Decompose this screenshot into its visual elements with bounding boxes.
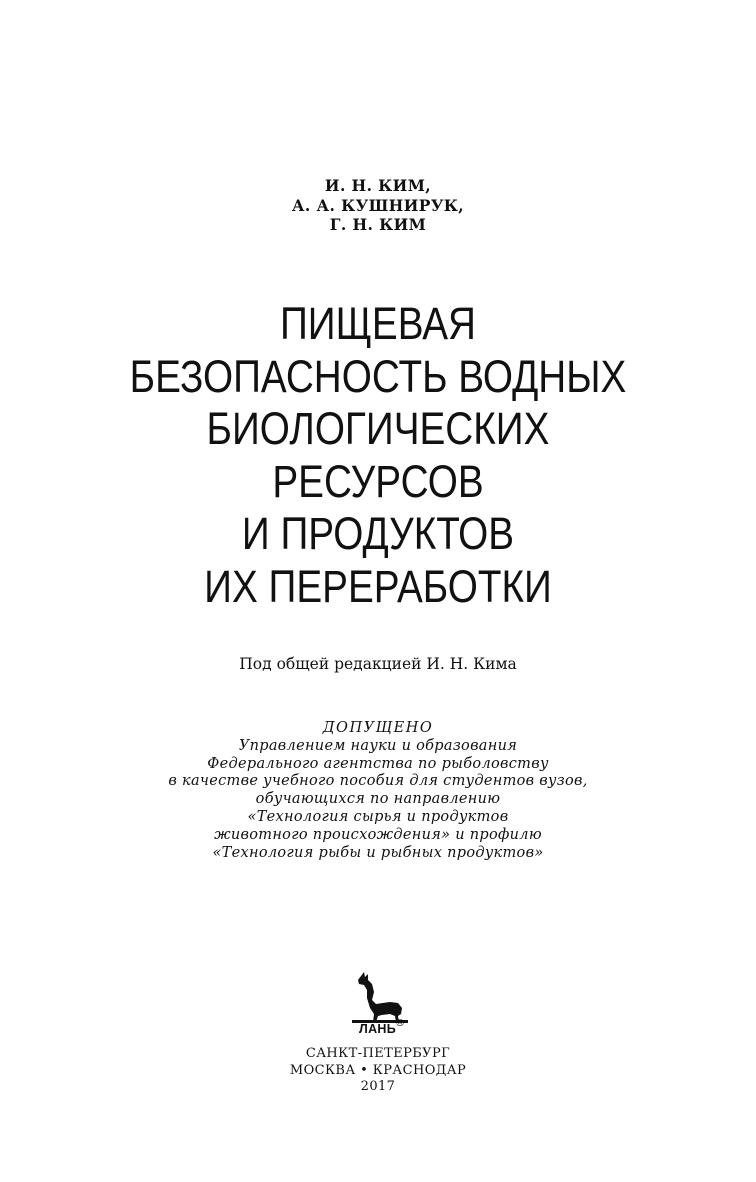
imprint-city: САНКТ-ПЕТЕРБУРГ [305, 1046, 451, 1061]
title-line-2: БЕЗОПАСНОСТЬ ВОДНЫХ [129, 350, 627, 402]
title-line-4: РЕСУРСОВ [272, 455, 484, 507]
imprint-block [0, 1046, 756, 1096]
title-line-6: ИХ ПЕРЕРАБОТКИ [204, 560, 552, 612]
title-line-3: БИОЛОГИЧЕСКИХ [206, 403, 550, 454]
imprint-year: 2017 [360, 1079, 396, 1094]
approval-heading: ДОПУЩЕНО [322, 720, 434, 736]
approval-line-6: «Технология сырья и продуктов [247, 808, 509, 825]
author-1: И. Н. КИМ, [324, 176, 432, 195]
book-title [53, 298, 703, 613]
publisher-logo-text: ЛАНЬ [359, 1022, 397, 1036]
author-3: Г. Н. КИМ [329, 215, 427, 234]
approval-block [0, 720, 756, 862]
author-2: А. А. КУШНИРУК, [291, 195, 465, 215]
approval-line-5: обучающихся по направлению [255, 791, 501, 808]
approval-line-8: «Технология рыбы и рыбных продуктов» [212, 844, 544, 861]
editor-line: Под общей редакцией И. Н. Кима [239, 655, 517, 673]
title-line-1: ПИЩЕВАЯ [279, 298, 477, 349]
approval-line-4: в качестве учебного пособия для студентов вузов, [168, 773, 588, 790]
approval-line-7: животного происхождения» и профилю [214, 826, 542, 843]
title-line-5: И ПРОДУКТОВ [241, 508, 515, 559]
imprint-cities: МОСКВА • КРАСНОДАР [289, 1062, 467, 1078]
approval-line-3: Федерального агентства по рыболовству [207, 755, 549, 772]
registered-mark: ® [395, 1018, 405, 1029]
authors-block [0, 176, 756, 235]
approval-line-2: Управлением науки и образования [238, 737, 518, 754]
